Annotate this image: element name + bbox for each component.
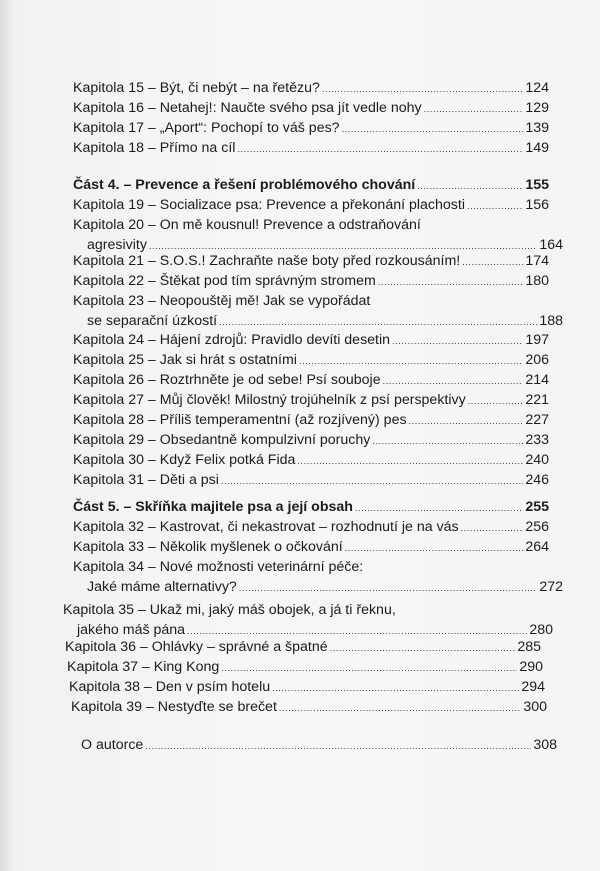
toc-page-number: 255 (525, 499, 549, 515)
toc-page-number: 164 (539, 237, 563, 254)
toc-chapter-entry (73, 390, 549, 411)
toc-entry-title: Kapitola 32 – Kastrovat, či nekastrovat – rozhodnutí je na vás (73, 519, 459, 535)
toc-dot-leader (322, 78, 523, 99)
toc-entry-title: Kapitola 26 – Roztrhněte je od sebe! Psí souboje (73, 372, 381, 388)
toc-entry-title: Kapitola 20 – On mě kousnul! Prevence a odstraňování (73, 217, 421, 233)
toc-entry-title: Kapitola 19 – Socializace psa: Prevence a překonání plachosti (73, 197, 465, 213)
toc-chapter-entry (67, 657, 543, 678)
toc-entry-title: Kapitola 33 – Několik myšlenek o očkování (73, 539, 343, 555)
toc-dot-leader (372, 430, 523, 451)
toc-chapter-entry (73, 470, 549, 491)
toc-page-number: 246 (525, 472, 549, 488)
toc-dot-leader (279, 697, 521, 718)
toc-chapter-entry (73, 350, 549, 371)
toc-entry-title: Kapitola 15 – Být, či nebýt – na řetězu? (73, 80, 320, 96)
toc-page-number: 174 (525, 253, 549, 269)
toc-dot-leader (297, 450, 523, 471)
toc-entry-title: Kapitola 17 – „Aport“: Pochopí to váš pes? (73, 120, 340, 136)
toc-page-number: 214 (525, 372, 549, 388)
toc-page-number: 206 (525, 352, 549, 368)
toc-page-number: 290 (519, 659, 543, 675)
toc-entry-title: Kapitola 31 – Děti a psi (73, 472, 219, 488)
toc-dot-leader (462, 251, 523, 272)
toc-section-entry (73, 497, 549, 518)
toc-entry-title: Kapitola 21 – S.O.S.! Zachraňte naše boty před rozkousáním! (73, 253, 461, 269)
toc-entry-title-continuation: agresivity (87, 237, 147, 254)
toc-chapter-entry (73, 410, 549, 431)
toc-entry-title: Kapitola 16 – Netahej!: Naučte svého psa jít vedle nohy (73, 100, 422, 116)
toc-dot-leader (239, 577, 538, 598)
toc-chapter-entry (71, 697, 547, 718)
toc-chapter-entry (73, 78, 549, 99)
toc-page-number: 233 (525, 432, 549, 448)
toc-chapter-entry (73, 430, 549, 451)
toc-page-number: 197 (525, 332, 549, 348)
toc-dot-leader (330, 637, 516, 658)
toc-dot-leader (145, 735, 531, 756)
toc-page-number: 155 (525, 177, 549, 193)
toc-entry-title: Kapitola 38 – Den v psím hotelu (69, 679, 271, 695)
toc-chapter-entry (65, 637, 541, 658)
toc-entry-title-continuation: se separační úzkostí (87, 313, 218, 330)
toc-page-number: 294 (521, 679, 545, 695)
toc-dot-leader (221, 657, 517, 678)
toc-page-number: 308 (533, 737, 557, 753)
toc-entry-title: Kapitola 37 – King Kong (67, 659, 220, 675)
toc-page-number: 256 (525, 519, 549, 535)
toc-entry-title: Kapitola 22 – Štěkat pod tím správným stromem (73, 273, 376, 289)
toc-page-number: 272 (539, 579, 563, 596)
toc-page-number: 300 (523, 699, 547, 715)
toc-chapter-entry (73, 98, 549, 119)
toc-dot-leader (272, 677, 519, 698)
toc-entry-title: Kapitola 39 – Nestyďte se brečet (71, 699, 277, 715)
toc-chapter-entry (81, 735, 557, 756)
toc-entry-title: Kapitola 29 – Obsedantně kompulzivní poruchy (73, 432, 371, 448)
toc-dot-leader (383, 370, 524, 391)
toc-entry-title: Kapitola 23 – Neopouštěj mě! Jak se vypořádat (73, 293, 371, 309)
toc-entry-title-continuation: Jaké máme alternativy? (87, 579, 237, 596)
toc-chapter-entry (73, 330, 549, 351)
toc-chapter-entry (73, 251, 549, 272)
toc-entry-title: Kapitola 18 – Přímo na cíl (73, 140, 236, 156)
toc-page-number: 124 (525, 80, 549, 96)
toc-dot-leader (467, 195, 523, 216)
toc-page-number: 227 (525, 412, 549, 428)
toc-chapter-entry (63, 600, 553, 642)
toc-page-number: 156 (525, 197, 549, 213)
toc-chapter-entry (73, 517, 549, 538)
toc-entry-title: Kapitola 24 – Hájení zdrojů: Pravidlo devíti desetin (73, 332, 391, 348)
toc-dot-leader (461, 517, 524, 538)
toc-chapter-entry (69, 677, 545, 698)
toc-page-number: 264 (525, 539, 549, 555)
toc-page-number: 221 (525, 392, 549, 408)
toc-page-number: 280 (529, 622, 553, 639)
toc-chapter-entry (73, 118, 549, 139)
toc-chapter-entry (73, 370, 549, 391)
toc-dot-leader (392, 330, 523, 351)
toc-page-number: 139 (525, 120, 549, 136)
toc-dot-leader (355, 497, 523, 518)
toc-dot-leader (468, 390, 524, 411)
toc-chapter-entry (73, 537, 549, 558)
toc-chapter-entry (73, 195, 549, 216)
toc-page-number: 180 (525, 273, 549, 289)
toc-chapter-entry (73, 138, 549, 159)
toc-page-number: 285 (517, 639, 541, 655)
toc-page-number: 129 (525, 100, 549, 116)
toc-page-number: 188 (539, 313, 563, 330)
toc-dot-leader (417, 175, 523, 196)
toc-section-entry (73, 175, 549, 196)
toc-entry-title: Část 4. – Prevence a řešení problémového chování (73, 177, 416, 193)
toc-entry-title: Kapitola 30 – Když Felix potká Fida (73, 452, 296, 468)
toc-entry-title: Část 5. – Skříňka majitele psa a její obsah (73, 499, 353, 515)
toc-dot-leader (378, 271, 524, 292)
toc-dot-leader (409, 410, 524, 431)
toc-entry-title: Kapitola 27 – Můj člověk! Milostný trojúhelník z psí perspektivy (73, 392, 466, 408)
toc-entry-title: Kapitola 28 – Příliš temperamentní (až rozjívený) pes (73, 412, 407, 428)
toc-chapter-entry (73, 291, 563, 333)
toc-dot-leader (342, 118, 524, 139)
toc-dot-leader (345, 537, 524, 558)
toc-entry-title: Kapitola 36 – Ohlávky – správné a špatné (65, 639, 328, 655)
toc-chapter-entry (73, 450, 549, 471)
toc-entry-title-continuation: jakého máš pána (77, 622, 186, 639)
toc-page-number: 149 (525, 140, 549, 156)
page-gutter-shadow (0, 0, 14, 871)
toc-entry-title: Kapitola 34 – Nové možnosti veterinární péče: (73, 559, 364, 575)
toc-entry-title: O autorce (81, 737, 144, 753)
toc-dot-leader (424, 98, 524, 119)
toc-dot-leader (299, 350, 523, 371)
toc-dot-leader (237, 138, 523, 159)
toc-entry-title: Kapitola 35 – Ukaž mi, jaký máš obojek, a já ti řeknu, (63, 602, 396, 618)
toc-entry-title: Kapitola 25 – Jak si hrát s ostatními (73, 352, 297, 368)
toc-chapter-entry (73, 271, 549, 292)
toc-page-number: 240 (525, 452, 549, 468)
toc-dot-leader (221, 470, 523, 491)
toc-chapter-entry (73, 557, 563, 599)
